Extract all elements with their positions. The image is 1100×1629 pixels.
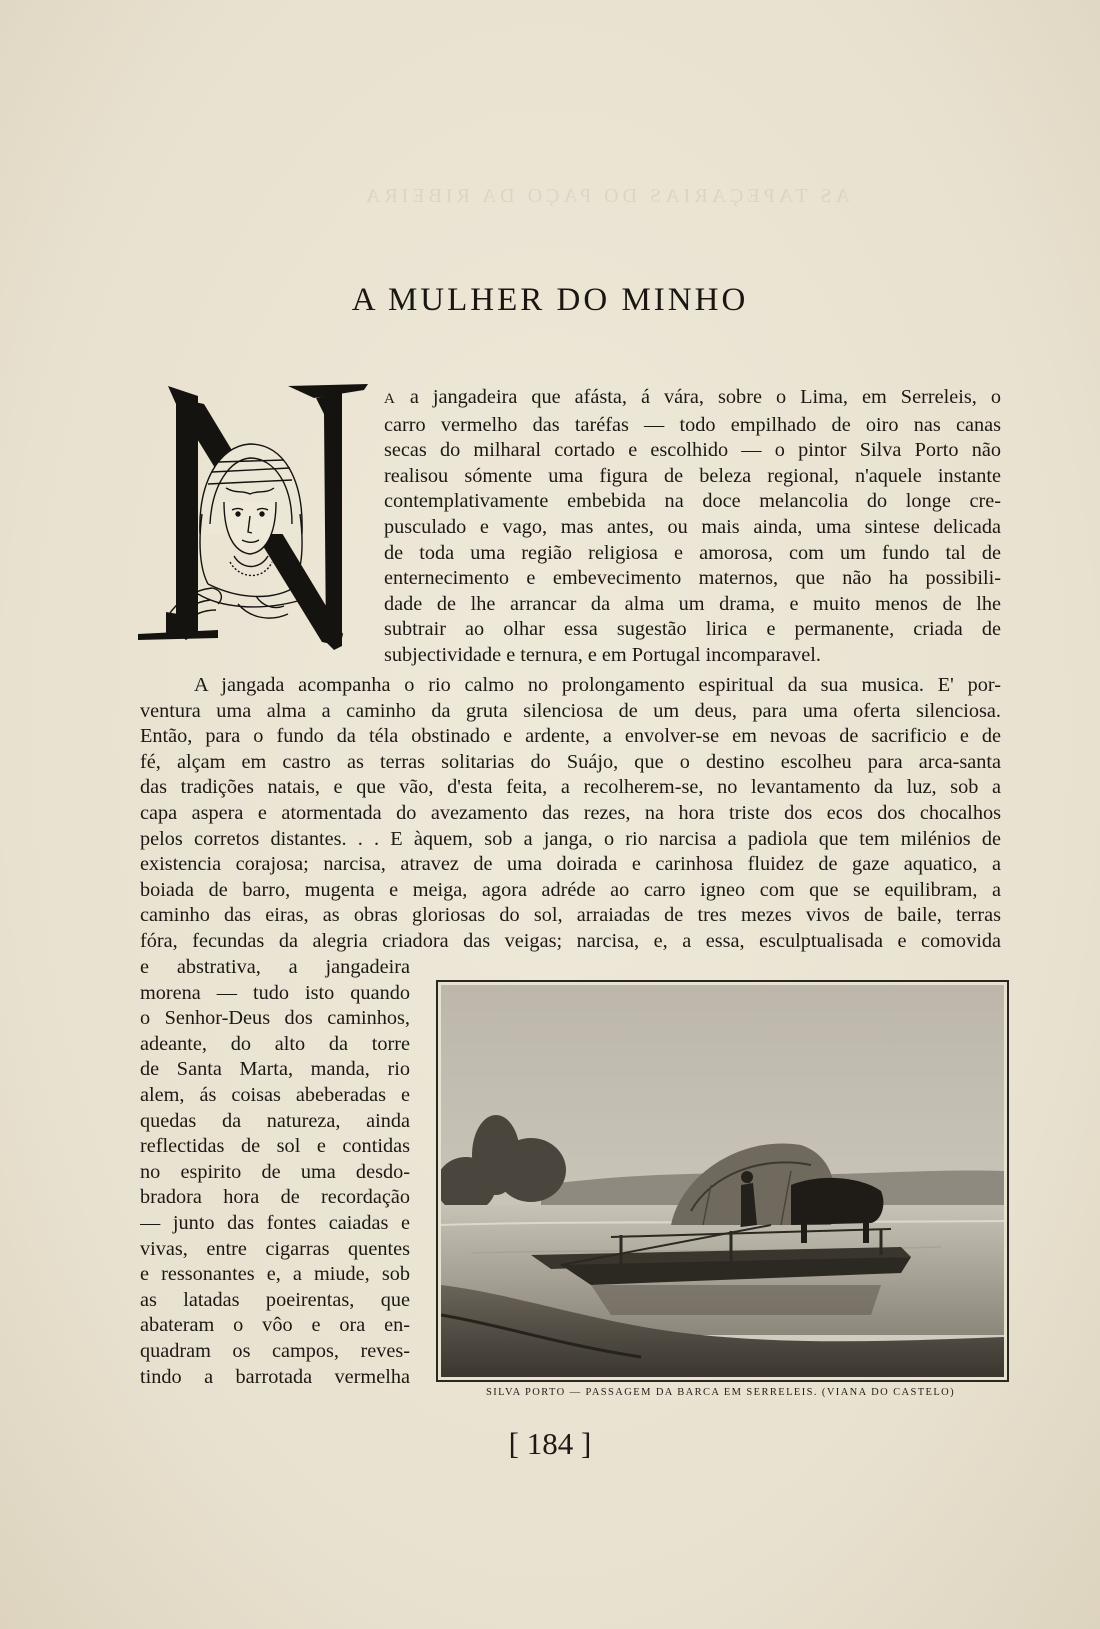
text-line: boiada de barro, mugenta e meiga, agora adréde ao carro igneo com que se equilibram, a [140,878,1001,901]
text-line: bradora hora de recordação [140,1186,410,1209]
page-number: [ 184 ] [508,1426,592,1461]
text-line: subjectividade e ternura, e em Portugal incomparavel. [384,643,822,666]
photo-frame [436,980,1009,1382]
text-line: quadram os campos, reves- [140,1339,410,1362]
text-line: quedas da natureza, ainda [140,1109,410,1132]
dropcap-illustration [138,384,375,666]
text-line: vivas, entre cigarras quentes [140,1237,410,1260]
text-line: as latadas poeirentas, que [140,1288,410,1311]
paragraph-3 [140,955,410,1390]
text-line: capa aspera e atormentada do avezamento das rezes, na hora triste dos ecos dos chocalhos [140,801,1001,824]
text-line: carro vermelho das taréfas — todo empilhado de oiro nas canas [384,413,1001,436]
text-line: ventura uma alma a caminho da gruta silenciosa de um deus, para uma oferta silenciosa. [140,699,1001,722]
paragraph-1 [384,385,1001,669]
text-line: enternecimento e embevecimento maternos, que não ha possibili- [384,567,1001,590]
text-line: alem, ás coisas abeberadas e [140,1083,410,1106]
article-title: A MULHER DO MINHO [351,282,749,318]
text-line: realisou sómente uma figura de beleza regional, n'aquele instante [384,464,1001,487]
text-line: Então, para o fundo da téla obstinado e ardente, a envolver-se em nevoas de sacrificio e de [140,725,1001,748]
painting-photo [441,985,1004,1377]
text-line [384,385,1001,413]
text-line: caminho das eiras, as obras gloriosas do sol, arraiadas de tres mezes vivos de baile, terras [140,904,1001,927]
text-line: A jangada acompanha o rio calmo no prolongamento espiritual da sua musica. E' por- [194,674,1001,696]
bleed-through-text: AS TAPEÇARIAS DO PAÇO DA RIBEIRA [361,185,850,207]
text-line: contemplativamente embebida na doce melancolia do longe cre- [384,490,1001,513]
text-line: das tradições natais, e que vão, d'esta feita, a recolherem-se, no levantamento da luz, sob a [140,776,1001,799]
line-text: a jangadeira que afásta, á vára, sobre o Lima, em Serreleis, o [409,386,1001,408]
text-line: adeante, do alto da torre [140,1032,410,1055]
paragraph-2 [140,673,1001,955]
text-line: pusculado e vago, mas antes, ou mais ainda, uma sintese delicada [384,515,1001,538]
text-line: e abstrativa, a jangadeira [140,956,410,978]
text-line: dade de lhe arrancar da alma um drama, e muito menos de lhe [384,592,1001,615]
text-line: de toda uma região religiosa e amorosa, com um fundo tal de [384,541,1001,564]
text-line: o Senhor-Deus dos caminhos, [140,1007,410,1030]
text-line: — junto das fontes caiadas e [140,1211,410,1234]
text-line: fé, alçam em castro as terras solitarias do Suájo, que o destino escolheu para arca-santa [140,750,1001,773]
text-line: e ressonantes e, a miude, sob [140,1263,410,1286]
text-line: reflectidas de sol e contidas [140,1135,410,1158]
text-line: no espirito de uma desdo- [140,1160,410,1183]
first-word-smallcaps: A [384,391,396,407]
text-line: existencia corajosa; narcisa, atravez de uma doirada e carinhosa fluidez de gaze aquatico, a [140,853,1001,876]
text-line: tindo a barrotada vermelha [140,1365,410,1388]
text-line: abateram o vôo e ora en- [140,1314,410,1337]
text-line: de Santa Marta, manda, rio [140,1058,410,1081]
text-line: pelos corretos distantes. . . E àquem, sob a janga, o rio narcisa a padiola que tem milénios de [140,827,1001,850]
text-line: secas do milharal cortado e escolhido — o pintor Silva Porto não [384,439,1001,462]
text-line: subtrair ao olhar essa sugestão lirica e permanente, criada de [384,618,1001,641]
photo-caption: SILVA PORTO — PASSAGEM DA BARCA EM SERRELEIS. (VIANA DO CASTELO) [485,1387,956,1398]
text-line: morena — tudo isto quando [140,981,410,1004]
text-line: fóra, fecundas da alegria criadora das veigas; narcisa, e, a essa, esculptualisada e comovida [140,929,1001,952]
